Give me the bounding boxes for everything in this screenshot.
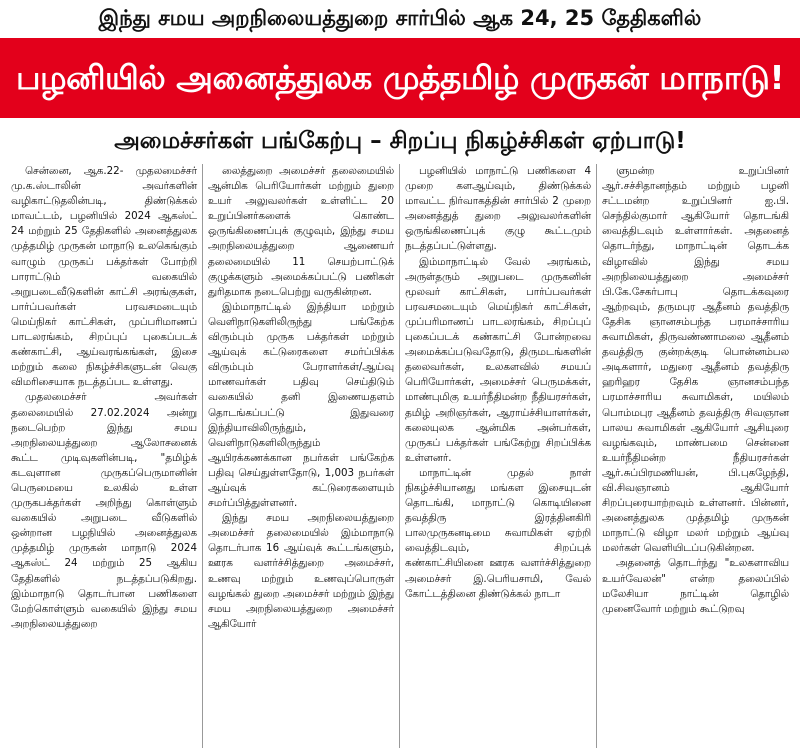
article-column-3 xyxy=(400,164,597,748)
paragraph: இம்மாநாட்டில் இந்தியா மற்றும் வெளிநாடுகளிலிருந்து பங்கேற்க விரும்பும் முருக பக்தர்கள் மற்றும் ஆய்வுக் கட்டுரைகளை சமர்ப்பிக்க விரும்பும் பேராளர்கள்/ஆய்வு மாணவர்கள் பதிவு செய்திடும் வகையில் தனி இணையதளம் தொடங்கப்பட்டு இதுவரை இந்தியாவிலிருந்தும், வெளிநாடுகளிலிருந்தும் ஆயிரக்கணக்கான நபர்கள் பங்கேற்க பதிவு செய்துள்ளதோடு, 1,003 நபர்கள் ஆய்வுக் கட்டுரைகளையும் சமர்ப்பித்துள்ளனர். xyxy=(208,300,394,510)
paragraph: ளுமன்ற உறுப்பினர் ஆர்.சச்சிதானந்தம் மற்றும் பழனி சட்டமன்ற உறுப்பினர் ஐ.பி. செந்தில்குமார் ஆகியோர் தொடங்கி வைத்திடவும் உள்ளார்கள். அதனைத் தொடர்ந்து, மாநாட்டின் தொடக்க விழாவில் இந்து சமய அறநிலையத்துறை அமைச்சர் பி.கே.சேகர்பாபு தொடக்கவுரை ஆற்றவும், தருமபுர ஆதீனம் தவத்திரு தேசிக ஞானசம்பந்த பரமாச்சாரிய சுவாமிகள், திருவண்ணாமலை ஆதீனம் தவத்திரு குன்றக்குடி பொன்னம்பல அடிகளார், மதுரை ஆதீனம் தவத்திரு ஹரிஹர தேசிக ஞானசம்பந்த பரமாச்சாரிய சுவாமிகள், மயிலம் பொம்மபுர ஆதீனம் தவத்திரு சிவஞான பாலய சுவாமிகள் ஆகியோர் ஆசியுரை வழங்கவும், மாண்பமை சென்னை உயர்நீதிமன்ற நீதியரசர்கள் ஆர்.சுப்பிரமணியன், பி.புகழேந்தி, வி.சிவஞானம் ஆகியோர் சிறப்புரையாற்றவும் உள்ளனர். பின்னர், அனைத்துலக முத்தமிழ் முருகன் மாநாட்டு விழா மலர் மற்றும் ஆய்வு மலர்கள் வெளியிடப்படுகின்றன. xyxy=(602,165,789,555)
subheadline: அமைச்சர்கள் பங்கேற்பு – சிறப்பு நிகழ்ச்சிகள் ஏற்பாடு! xyxy=(114,128,686,154)
article-column-1 xyxy=(6,164,203,748)
paragraph: முதலமைச்சர் அவர்கள் தலைமையில் 27.02.2024 அன்று நடைபெற்ற இந்து சமய அறநிலையத்துறை ஆலோசனைக் கூட்ட முடிவுகளின்படி, "தமிழ்க் கடவுளான முருகப்பெருமானின் பெருமையை உலகில் உள்ள முருகபக்தர்கள் அறிந்து கொள்ளும் வகையில் அறுபடை வீடுகளில் ஒன்றான பழநியில் அனைத்துலக முத்தமிழ் முருகன் மாநாடு 2024 ஆகஸ்ட் 24 மற்றும் 25 ஆகிய தேதிகளில் நடத்தப்படுகிறது. இம்மாநாடு தொடர்பான பணிகளை மேற்கொள்ளும் வகையில் இந்து சமய அறநிலையத்துறை xyxy=(11,391,197,630)
paragraph: இம்மாநாட்டில் வேல் அரங்கம், அருள்தரும் அறுபடை முருகனின் மூலவர் காட்சிகள், பார்ப்பவர்கள் பரவசமடையும் மெய்நிகர் காட்சிகள், முப்பரிமாணப் பாடலரங்கம், சிறப்புப் புகைப்படக் கண்காட்சி போன்றவை அமைக்கப்படுவதோடு, திருமடங்களின் தலைவர்கள், உலகளவில் சமயப் பெரியோர்கள், அமைச்சர் பெருமக்கள், மாண்புமிகு உயர்நீதிமன்ற நீதியரசர்கள், தமிழ் அறிஞர்கள், ஆராய்ச்சியாளர்கள், கலையுலக ஆன்மிக அன்பர்கள், முருகப் பக்தர்கள் பங்கேற்று சிறப்பிக்க உள்ளனர். xyxy=(405,255,591,464)
paragraph: பழனியில் மாநாட்டு பணிகளை 4 முறை களஆய்வும், திண்டுக்கல் மாவட்ட நிர்வாகத்தின் சார்பில் 2 முறை அனைத்துத் துறை அலுவலர்களின் ஒருங்கிணைப்புக் குழு கூட்டமும் நடத்தப்பட்டுள்ளது. xyxy=(405,165,591,253)
paragraph: சென்னை, ஆக.22- முதலமைச்சர் மு.க.ஸ்டாலின் அவர்களின் வழிகாட்டுதலின்படி, திண்டுக்கல் மாவட்டம், பழனியில் 2024 ஆகஸ்ட் 24 மற்றும் 25 தேதிகளில் அனைத்துலக முத்தமிழ் முருகன் மாநாடு உலகெங்கும் வாழும் முருகப் பக்தர்கள் போற்றி பாராட்டும் வகையில் அறுபடைவீடுகளின் காட்சி அரங்குகள், பார்ப்பவர்கள் பரவசமடையும் மெய்நிகர் காட்சிகள், முப்பரிமாணப் பாடலரங்கம், சிறப்புப் புகைப்படக் கண்காட்சி, ஆய்வரங்கங்கள், இசை மற்றும் கலை நிகழ்ச்சிகளுடன் வெகு விமரிசையாக நடத்தப்பட உள்ளது. xyxy=(11,165,197,389)
paragraph: அதனைத் தொடர்ந்து "உலகளாவிய உயர்வேலன்" என்ற தலைப்பில் மலேசியா நாட்டின் தொழில் முனைவோர் மற்றும் கூட்டுறவு xyxy=(602,557,789,615)
article-body xyxy=(6,164,794,748)
paragraph: லைத்துறை அமைச்சர் தலைமையில் ஆன்மிக பெரியோர்கள் மற்றும் துறை உயர் அலுவலர்கள் உள்ளிட்ட 20 உறுப்பினர்களைக் கொண்ட ஒருங்கிணைப்புக் குழுவும், இந்து சமய அறநிலையத்துறை ஆணையர் தலைமையில் 11 செயற்பாட்டுக் குழுக்களும் அமைக்கப்பட்டு பணிகள் துரிதமாக நடைபெற்று வருகின்றன. xyxy=(208,165,394,298)
article-column-2 xyxy=(203,164,400,748)
article-column-4 xyxy=(597,164,794,748)
kicker-line: இந்து சமய அறநிலையத்துறை சார்பில் ஆக 24, 25 தேதிகளில் xyxy=(98,6,702,30)
paragraph: இந்து சமய அறநிலையத்துறை அமைச்சர் தலைமையில் இம்மாநாடு தொடர்பாக 16 ஆய்வுக் கூட்டங்களும், ஊரக வளர்ச்சித்துறை அமைச்சர், உணவு மற்றும் உணவுப்பொருள் வழங்கல் துறை அமைச்சர் மற்றும் இந்து சமய அறநிலையத்துறை அமைச்சர் ஆகியோர் xyxy=(208,512,394,630)
paragraph: மாநாட்டின் முதல் நாள் நிகழ்ச்சியானது மங்கள இசையுடன் தொடங்கி, மாநாட்டு கொடியினை தவத்திரு இரத்தினகிரி பாலமுருகனடிமை சுவாமிகள் ஏற்றி வைத்திடவும், சிறப்புக் கண்காட்சியினை ஊரக வளர்ச்சித்துறை அமைச்சர் இ.பெரியசாமி, வேல் கோட்டத்தினை திண்டுக்கல் நாடா xyxy=(405,466,591,600)
headline-banner: பழனியில் அனைத்துலக முத்தமிழ் முருகன் மாநாடு! xyxy=(0,38,800,118)
